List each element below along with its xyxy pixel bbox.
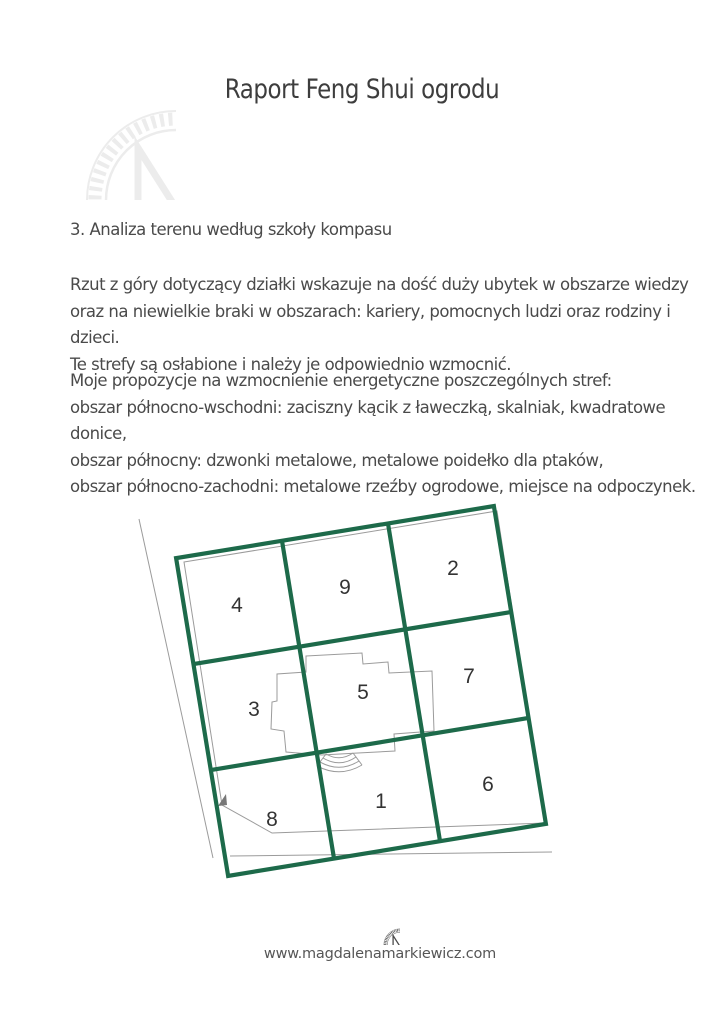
bagua-cell-number: 5 xyxy=(357,681,369,704)
paragraph-line: obszar północno-zachodni: metalowe rzeźby ogrodowe, miejsce na odpoczynek. xyxy=(70,477,696,496)
brand-monogram-footer-icon xyxy=(360,905,400,945)
paragraph-line: Rzut z góry dotyczący działki wskazuje na dość duży ubytek w obszarze wiedzy xyxy=(70,275,689,294)
bagua-cell-number: 7 xyxy=(463,665,475,688)
bagua-cell-number: 2 xyxy=(447,557,459,580)
paragraph-line: Te strefy są osłabione i należy je odpowiednio wzmocnić. xyxy=(70,354,512,374)
section-heading: 3. Analiza terenu według szkoły kompasu xyxy=(70,220,392,239)
paragraph-line: oraz na niewielkie braki w obszarach: kariery, pomocnych ludzi oraz rodziny i dzieci. xyxy=(70,301,671,347)
page-title: Raport Feng Shui ogrodu xyxy=(224,74,500,105)
bagua-grid-line-horizontal xyxy=(193,612,511,664)
bagua-cell-number: 3 xyxy=(248,698,260,721)
bagua-grid-line-horizontal xyxy=(211,718,529,770)
road-line xyxy=(230,852,552,856)
bagua-cell-number: 4 xyxy=(231,594,243,617)
site-plan-layer xyxy=(139,511,552,858)
bagua-cell-number: 8 xyxy=(266,808,278,831)
house-outline xyxy=(271,653,434,755)
bagua-cell-number: 9 xyxy=(339,576,351,599)
bagua-cell-number: 1 xyxy=(375,790,387,813)
bagua-cell-number: 6 xyxy=(482,773,494,796)
bagua-cell-numbers xyxy=(231,557,494,831)
paragraph-line: obszar północno-wschodni: zaciszny kącik z ławeczką, skalniak, kwadratowe donice, xyxy=(70,397,666,443)
paragraph-line: obszar północny: dzwonki metalowe, metalowe poidełko dla ptaków, xyxy=(70,450,604,470)
website-url: www.magdalenamarkiewicz.com xyxy=(263,946,497,962)
paragraph-line: Moje propozycje na wzmocnienie energetyczne poszczególnych stref: xyxy=(70,371,612,390)
entrance-steps xyxy=(317,753,362,772)
boundary-arrow-marker xyxy=(218,794,227,806)
bagua-grid-line-vertical xyxy=(282,541,334,859)
